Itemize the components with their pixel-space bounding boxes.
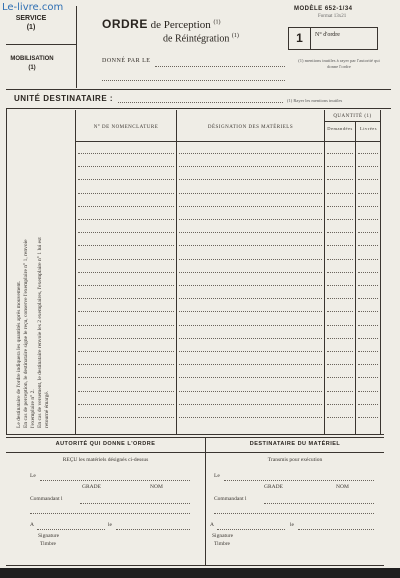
sub-livrees: Livrées bbox=[360, 126, 377, 131]
table-entry-line[interactable] bbox=[358, 232, 378, 233]
table-entry-line[interactable] bbox=[327, 404, 353, 405]
table-entry-line[interactable] bbox=[327, 166, 353, 167]
left-a-label: A bbox=[30, 522, 34, 528]
mobilisation-label: MOBILISATION bbox=[10, 56, 54, 62]
left-extra-field[interactable] bbox=[30, 513, 190, 514]
left-a-field[interactable] bbox=[37, 529, 105, 530]
side-line: En cas de perception, le destinataire signe le reçu, conserve l'exemplaire n° 1, renvoie bbox=[23, 239, 29, 428]
side-line: Le destinataire de l'ordre indiquera les quantités après mouvement. bbox=[16, 280, 22, 428]
table-entry-line[interactable] bbox=[78, 404, 174, 405]
table-entry-line[interactable] bbox=[327, 338, 353, 339]
header-bottom-rule bbox=[6, 89, 391, 90]
table-entry-line[interactable] bbox=[78, 338, 174, 339]
table-entry-line[interactable] bbox=[179, 219, 322, 220]
table-entry-line[interactable] bbox=[179, 404, 322, 405]
table-entry-line[interactable] bbox=[327, 417, 353, 418]
table-entry-line[interactable] bbox=[358, 206, 378, 207]
right-commandant-field[interactable] bbox=[264, 503, 374, 504]
table-entry-line[interactable] bbox=[327, 325, 353, 326]
donne-par-field-2[interactable] bbox=[102, 80, 285, 81]
quantite-split-rule bbox=[325, 121, 380, 122]
service-divider bbox=[6, 44, 76, 45]
table-entry-line[interactable] bbox=[358, 311, 378, 312]
table-col-rule-4 bbox=[355, 122, 356, 434]
left-timbre-label: Timbre bbox=[40, 541, 56, 547]
table-entry-line[interactable] bbox=[78, 193, 174, 194]
table-entry-line[interactable] bbox=[327, 179, 353, 180]
table-entry-line[interactable] bbox=[78, 364, 174, 365]
right-a-label: A bbox=[210, 522, 214, 528]
table-entry-line[interactable] bbox=[179, 259, 322, 260]
table-entry-line[interactable] bbox=[327, 285, 353, 286]
right-timbre-label: Timbre bbox=[214, 541, 230, 547]
table-entry-line[interactable] bbox=[78, 272, 174, 273]
table-left-rule bbox=[6, 108, 7, 434]
table-entry-line[interactable] bbox=[179, 391, 322, 392]
table-entry-line[interactable] bbox=[358, 272, 378, 273]
col-quantite: QUANTITÉ (1) bbox=[333, 114, 372, 119]
table-entry-line[interactable] bbox=[179, 311, 322, 312]
table-entry-line[interactable] bbox=[179, 245, 322, 246]
table-entry-line[interactable] bbox=[78, 417, 174, 418]
table-col-rule-3 bbox=[324, 110, 325, 434]
box-number: 1 bbox=[289, 28, 311, 49]
table-entry-line[interactable] bbox=[78, 232, 174, 233]
table-entry-line[interactable] bbox=[358, 153, 378, 154]
table-entry-line[interactable] bbox=[358, 166, 378, 167]
perception-note: (1) bbox=[213, 19, 221, 26]
table-right-rule bbox=[380, 110, 381, 434]
right-le-field[interactable] bbox=[224, 480, 374, 481]
side-line: retourné émargé. bbox=[44, 390, 50, 428]
left-grade-label: GRADE bbox=[82, 484, 101, 490]
service-label: SERVICE bbox=[15, 15, 47, 22]
bottom-header-rule bbox=[6, 452, 384, 453]
table-entry-line[interactable] bbox=[358, 298, 378, 299]
table-col-rule-1 bbox=[75, 110, 76, 434]
table-entry-line[interactable] bbox=[327, 232, 353, 233]
right-signature-label: Signature bbox=[212, 533, 234, 539]
table-entry-line[interactable] bbox=[179, 298, 322, 299]
col-designation: DÉSIGNATION DES MATÉRIELS bbox=[207, 125, 294, 130]
ordre-word: ORDRE bbox=[102, 17, 148, 31]
table-entry-line[interactable] bbox=[78, 166, 174, 167]
table-entry-line[interactable] bbox=[78, 391, 174, 392]
scan-edge bbox=[0, 568, 400, 578]
table-entry-line[interactable] bbox=[179, 206, 322, 207]
table-entry-line[interactable] bbox=[179, 377, 322, 378]
table-entry-line[interactable] bbox=[78, 179, 174, 180]
right-le-label: Le bbox=[214, 473, 220, 479]
service-block bbox=[8, 14, 54, 32]
table-entry-line[interactable] bbox=[179, 193, 322, 194]
table-entry-line[interactable] bbox=[327, 272, 353, 273]
table-entry-line[interactable] bbox=[327, 219, 353, 220]
watermark: Le-livre.com bbox=[2, 2, 64, 13]
table-entry-line[interactable] bbox=[358, 285, 378, 286]
table-entry-line[interactable] bbox=[327, 311, 353, 312]
bottom-top-rule bbox=[6, 434, 384, 435]
table-entry-line[interactable] bbox=[327, 259, 353, 260]
table-entry-line[interactable] bbox=[179, 338, 322, 339]
table-entry-line[interactable] bbox=[327, 391, 353, 392]
mobilisation-block bbox=[6, 55, 58, 73]
donne-par-field[interactable] bbox=[155, 66, 285, 67]
side-instructions bbox=[16, 128, 51, 428]
table-entry-line[interactable] bbox=[78, 259, 174, 260]
left-commandant-field[interactable] bbox=[80, 503, 190, 504]
table-entry-line[interactable] bbox=[327, 351, 353, 352]
table-entry-line[interactable] bbox=[358, 325, 378, 326]
table-entry-line[interactable] bbox=[327, 206, 353, 207]
left-block-title: AUTORITÉ QUI DONNE L'ORDRE bbox=[55, 441, 156, 447]
table-entry-line[interactable] bbox=[358, 377, 378, 378]
left-le2-label: le bbox=[108, 522, 112, 528]
table-entry-line[interactable] bbox=[78, 219, 174, 220]
table-entry-line[interactable] bbox=[78, 325, 174, 326]
right-date-field[interactable] bbox=[298, 529, 374, 530]
left-commandant-label: Commandant l bbox=[30, 496, 63, 502]
table-entry-line[interactable] bbox=[179, 272, 322, 273]
table-entry-line[interactable] bbox=[78, 245, 174, 246]
table-entry-line[interactable] bbox=[78, 298, 174, 299]
left-date-field[interactable] bbox=[116, 529, 190, 530]
table-entry-line[interactable] bbox=[179, 351, 322, 352]
right-a-field[interactable] bbox=[217, 529, 285, 530]
table-entry-line[interactable] bbox=[327, 298, 353, 299]
service-note: (1) bbox=[26, 24, 36, 31]
table-entry-line[interactable] bbox=[358, 245, 378, 246]
bottom-top-rule-2 bbox=[6, 437, 384, 438]
right-nom-label: NOM bbox=[336, 484, 349, 490]
bottom-rule bbox=[6, 565, 384, 566]
table-entry-line[interactable] bbox=[358, 364, 378, 365]
unite-field[interactable] bbox=[118, 102, 283, 103]
table-entry-line[interactable] bbox=[179, 179, 322, 180]
table-entry-line[interactable] bbox=[358, 219, 378, 220]
table-entry-line[interactable] bbox=[179, 325, 322, 326]
left-le-field[interactable] bbox=[40, 480, 190, 481]
de-perception: de Perception bbox=[150, 19, 211, 31]
right-commandant-label: Commandant l bbox=[214, 496, 247, 502]
table-entry-line[interactable] bbox=[327, 364, 353, 365]
left-block-sub: REÇU les matériels désignés ci-dessus bbox=[62, 457, 149, 463]
table-entry-line[interactable] bbox=[327, 377, 353, 378]
table-entry-line[interactable] bbox=[179, 166, 322, 167]
de-reintegration: de Réintégration bbox=[163, 33, 230, 45]
modele-label: MODÈLE 652-1/34 bbox=[294, 6, 353, 12]
mobilisation-note: (1) bbox=[28, 65, 36, 71]
left-nom-label: NOM bbox=[150, 484, 163, 490]
table-header-rule bbox=[76, 141, 380, 142]
right-block-sub: Transmis pour exécution bbox=[267, 457, 323, 463]
side-line: l'exemplaire n° 2. bbox=[30, 389, 36, 428]
table-entry-line[interactable] bbox=[358, 351, 378, 352]
table-entry-line[interactable] bbox=[327, 245, 353, 246]
table-entry-line[interactable] bbox=[179, 285, 322, 286]
reintegration-title bbox=[163, 33, 239, 44]
table-entry-line[interactable] bbox=[179, 364, 322, 365]
table-entry-line[interactable] bbox=[358, 259, 378, 260]
left-signature-label: Signature bbox=[38, 533, 60, 539]
right-block-title: DESTINATAIRE DU MATÉRIEL bbox=[249, 441, 341, 447]
table-entry-line[interactable] bbox=[358, 417, 378, 418]
donne-par-label: DONNÉ PAR LE bbox=[102, 58, 151, 64]
right-le2-label: le bbox=[290, 522, 294, 528]
right-grade-label: GRADE bbox=[264, 484, 283, 490]
table-entry-line[interactable] bbox=[358, 391, 378, 392]
table-entry-line[interactable] bbox=[358, 193, 378, 194]
table-entry-line[interactable] bbox=[78, 206, 174, 207]
table-entry-line[interactable] bbox=[179, 232, 322, 233]
table-col-rule-2 bbox=[176, 110, 177, 434]
table-entry-line[interactable] bbox=[327, 193, 353, 194]
reintegration-note: (1) bbox=[231, 33, 239, 39]
sub-demandees: Demandées bbox=[327, 126, 353, 131]
col-nomenclature: N° DE NOMENCLATURE bbox=[93, 125, 159, 130]
table-top-rule bbox=[6, 108, 391, 109]
right-extra-field[interactable] bbox=[214, 513, 374, 514]
table-entry-line[interactable] bbox=[78, 153, 174, 154]
side-line: En cas de versement, le destinataire renvoie les 2 exemplaires, l'exemplaire n° 1 lui est bbox=[37, 237, 43, 428]
table-entry-line[interactable] bbox=[179, 417, 322, 418]
order-number-box bbox=[288, 27, 378, 50]
table-entry-line[interactable] bbox=[358, 179, 378, 180]
left-le-label: Le bbox=[30, 473, 36, 479]
table-entry-line[interactable] bbox=[78, 311, 174, 312]
format-label: Format 13x21 bbox=[318, 14, 347, 19]
unite-footnote: (1) Rayer les mentions inutiles bbox=[287, 98, 343, 103]
table-entry-line[interactable] bbox=[179, 153, 322, 154]
table-entry-line[interactable] bbox=[78, 377, 174, 378]
unite-label: UNITÉ DESTINATAIRE : bbox=[14, 94, 114, 103]
table-entry-line[interactable] bbox=[327, 153, 353, 154]
table-entry-line[interactable] bbox=[358, 404, 378, 405]
table-entry-line[interactable] bbox=[358, 338, 378, 339]
ordre-title bbox=[102, 17, 221, 31]
table-entry-line[interactable] bbox=[78, 351, 174, 352]
header-divider bbox=[76, 6, 77, 88]
top-footnote: (1) mentions inutiles à rayer par l'autorité qui donne l'ordre bbox=[298, 58, 380, 69]
table-entry-line[interactable] bbox=[78, 285, 174, 286]
no-ordre-label: N° d'ordre bbox=[315, 32, 340, 38]
